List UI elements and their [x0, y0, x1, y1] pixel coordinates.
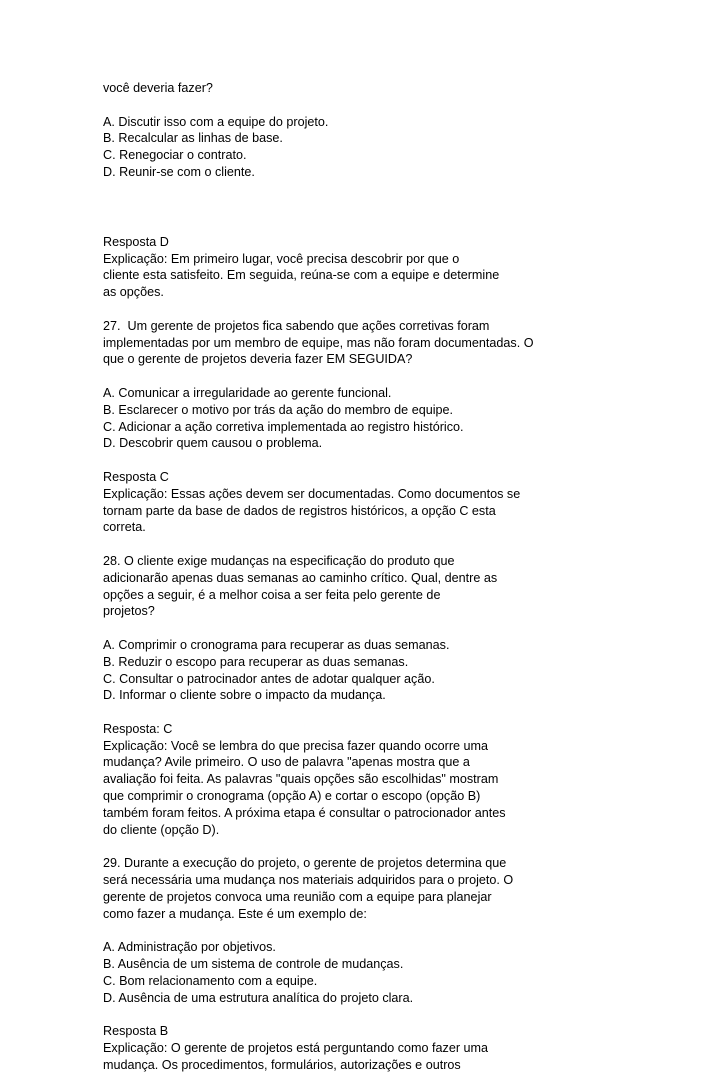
paragraph-gap — [103, 704, 703, 721]
q28-option-c: C. Consultar o patrocinador antes de adotar qualquer ação. — [103, 671, 435, 686]
paragraph-gap — [103, 452, 703, 469]
paragraph-gap — [103, 838, 703, 855]
q28-stem-line: 28. O cliente exige mudanças na especificação do produto que — [103, 553, 455, 568]
q29-answer: Resposta B — [103, 1024, 169, 1039]
q26-option-c: C. Renegociar o contrato. — [103, 148, 247, 163]
q28-explanation-line: também foram feitos. A próxima etapa é consultar o patrocionador antes — [103, 805, 506, 820]
q28-explanation-line: do cliente (opção D). — [103, 822, 220, 837]
paragraph-gap — [103, 301, 703, 318]
paragraph-gap — [103, 922, 703, 939]
q27-stem-line: que o gerente de projetos deveria fazer EM SEGUIDA? — [103, 352, 413, 367]
paragraph-gap — [103, 368, 703, 385]
q28-option-b: B. Reduzir o escopo para recuperar as duas semanas. — [103, 654, 409, 669]
q27-explanation-line: Explicação: Essas ações devem ser documentadas. Como documentos se — [103, 486, 521, 501]
q27-answer: Resposta C — [103, 469, 169, 484]
q29-stem-line: gerente de projetos convoca uma reunião com a equipe para planejar — [103, 889, 492, 904]
q29-explanation-line: Explicação: O gerente de projetos está perguntando como fazer uma — [103, 1041, 489, 1056]
q28-answer: Resposta: C — [103, 721, 173, 736]
paragraph-gap — [103, 97, 703, 114]
q28-explanation-line: que comprimir o cronograma (opção A) e cortar o escopo (opção B) — [103, 789, 481, 804]
q26-explanation-line: cliente esta satisfeito. Em seguida, reúna-se com a equipe e determine — [103, 268, 500, 283]
q27-option-d: D. Descobrir quem causou o problema. — [103, 436, 323, 451]
q28-stem-line: opções a seguir, é a melhor coisa a ser feita pelo gerente de — [103, 587, 441, 602]
q27-stem-line: implementadas por um membro de equipe, mas não foram documentadas. O — [103, 335, 534, 350]
q29-option-c: C. Bom relacionamento com a equipe. — [103, 973, 318, 988]
q29-stem-line: como fazer a mudança. Este é um exemplo de: — [103, 906, 367, 921]
q28-explanation-line: Explicação: Você se lembra do que precisa fazer quando ocorre uma — [103, 738, 489, 753]
q26-option-b: B. Recalcular as linhas de base. — [103, 131, 283, 146]
section-gap — [103, 181, 703, 234]
paragraph-gap — [103, 536, 703, 553]
q27-explanation-line: tornam parte da base de dados de registros históricos, a opção C esta — [103, 503, 496, 518]
q27-option-a: A. Comunicar a irregularidade ao gerente funcional. — [103, 385, 392, 400]
q29-stem-line: será necessária uma mudança nos materiais adquiridos para o projeto. O — [103, 873, 514, 888]
q27-option-b: B. Esclarecer o motivo por trás da ação do membro de equipe. — [103, 402, 454, 417]
q28-explanation-line: avaliação foi feita. As palavras "quais opções são escolhidas" mostram — [103, 772, 499, 787]
q26-explanation-line: Explicação: Em primeiro lugar, você precisa descobrir por que o — [103, 251, 460, 266]
q27-stem-line: 27. Um gerente de projetos fica sabendo que ações corretivas foram — [103, 318, 490, 333]
q28-option-a: A. Comprimir o cronograma para recuperar as duas semanas. — [103, 637, 450, 652]
paragraph-gap — [103, 620, 703, 637]
q26-explanation-line: as opções. — [103, 285, 164, 300]
q29-option-b: B. Ausência de um sistema de controle de mudanças. — [103, 957, 404, 972]
q27-option-c: C. Adicionar a ação corretiva implementada ao registro histórico. — [103, 419, 464, 434]
q29-option-a: A. Administração por objetivos. — [103, 940, 276, 955]
q26-option-d: D. Reunir-se com o cliente. — [103, 164, 255, 179]
q26-option-a: A. Discutir isso com a equipe do projeto. — [103, 114, 329, 129]
q28-stem-line: adicionarão apenas duas semanas ao caminho crítico. Qual, dentre as — [103, 570, 498, 585]
question-26-stem-end: você deveria fazer? — [103, 81, 213, 95]
paragraph-gap — [103, 1006, 703, 1023]
q26-answer: Resposta D — [103, 234, 169, 249]
q29-stem-line: 29. Durante a execução do projeto, o gerente de projetos determina que — [103, 856, 507, 871]
q28-stem-line: projetos? — [103, 604, 155, 619]
q28-option-d: D. Informar o cliente sobre o impacto da mudança. — [103, 688, 386, 703]
q29-option-d: D. Ausência de uma estrutura analítica do projeto clara. — [103, 990, 414, 1005]
q29-explanation-line: mudança. Os procedimentos, formulários, autorizações e outros — [103, 1057, 461, 1072]
document-page — [103, 80, 703, 1074]
q28-explanation-line: mudança? Avile primeiro. O uso de palavra "apenas mostra que a — [103, 755, 470, 770]
q27-explanation-line: correta. — [103, 520, 146, 535]
